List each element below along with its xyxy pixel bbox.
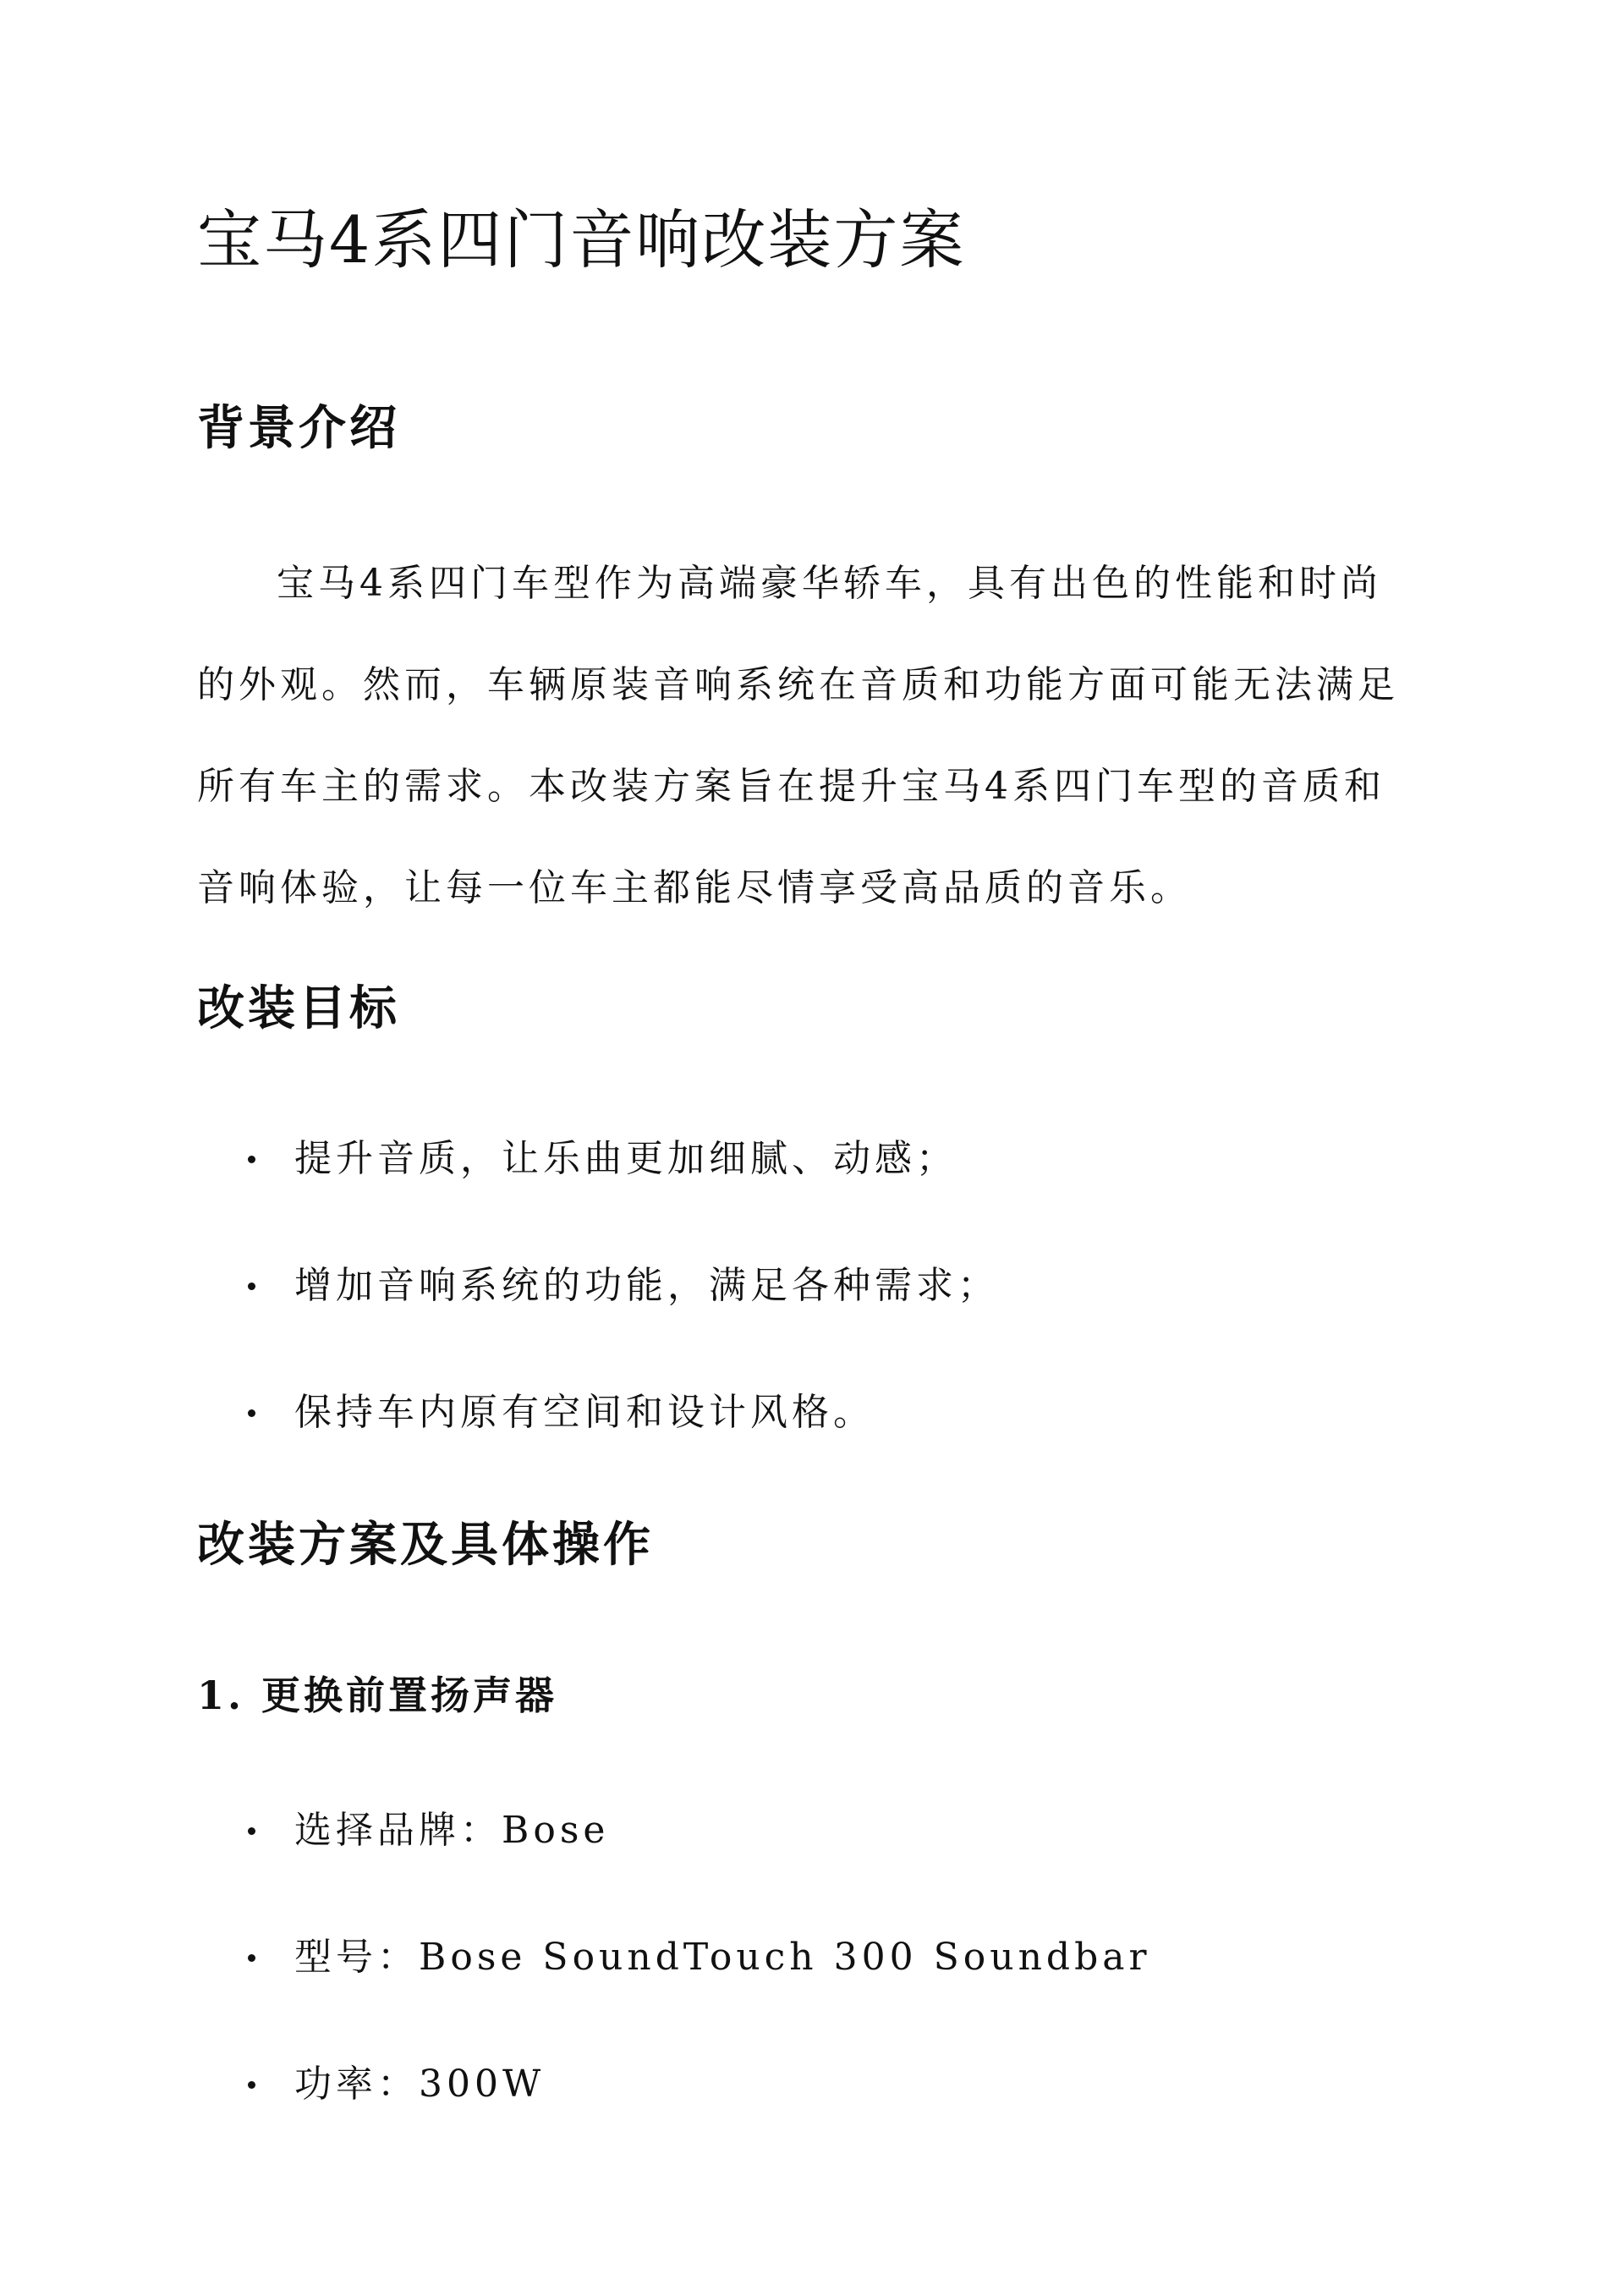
- list-item-text: 增加音响系统的功能，满足各种需求；: [294, 1264, 999, 1307]
- bullet-icon: [248, 2081, 255, 2089]
- paragraph-line: 音响体验，让每一位车主都能尽情享受高品质的音乐。: [197, 866, 1192, 909]
- list-item-text: 提升音质，让乐曲更加细腻、动感；: [294, 1137, 957, 1180]
- paragraph-line: 宝马4系四门车型作为高端豪华轿车，具有出色的性能和时尚: [277, 562, 1382, 605]
- bullet-icon: [248, 1827, 255, 1835]
- document-title: 宝马4系四门音响改装方案: [197, 202, 966, 277]
- paragraph-line: 所有车主的需求。本改装方案旨在提升宝马4系四门车型的音质和: [197, 765, 1385, 808]
- bullet-icon: [248, 1409, 255, 1417]
- section-heading-plan: 改装方案及具体操作: [197, 1517, 654, 1573]
- bullet-icon: [248, 1954, 255, 1962]
- bullet-icon: [248, 1283, 255, 1290]
- background-paragraph: [197, 533, 1432, 939]
- section-heading-background: 背景介绍: [197, 400, 400, 456]
- subheading-step-1: 1. 更换前置扬声器: [197, 1673, 558, 1718]
- list-item-text: 选择品牌：Bose: [294, 1809, 610, 1852]
- section-heading-goals: 改装目标: [197, 980, 400, 1036]
- list-item-text: 保持车内原有空间和设计风格。: [294, 1391, 875, 1434]
- bullet-icon: [248, 1156, 255, 1163]
- list-item-text: 型号：Bose SoundTouch 300 Soundbar: [294, 1936, 1151, 1979]
- list-item-text: 功率：300W: [294, 2063, 546, 2106]
- paragraph-line: 的外观。然而，车辆原装音响系统在音质和功能方面可能无法满足: [197, 663, 1399, 706]
